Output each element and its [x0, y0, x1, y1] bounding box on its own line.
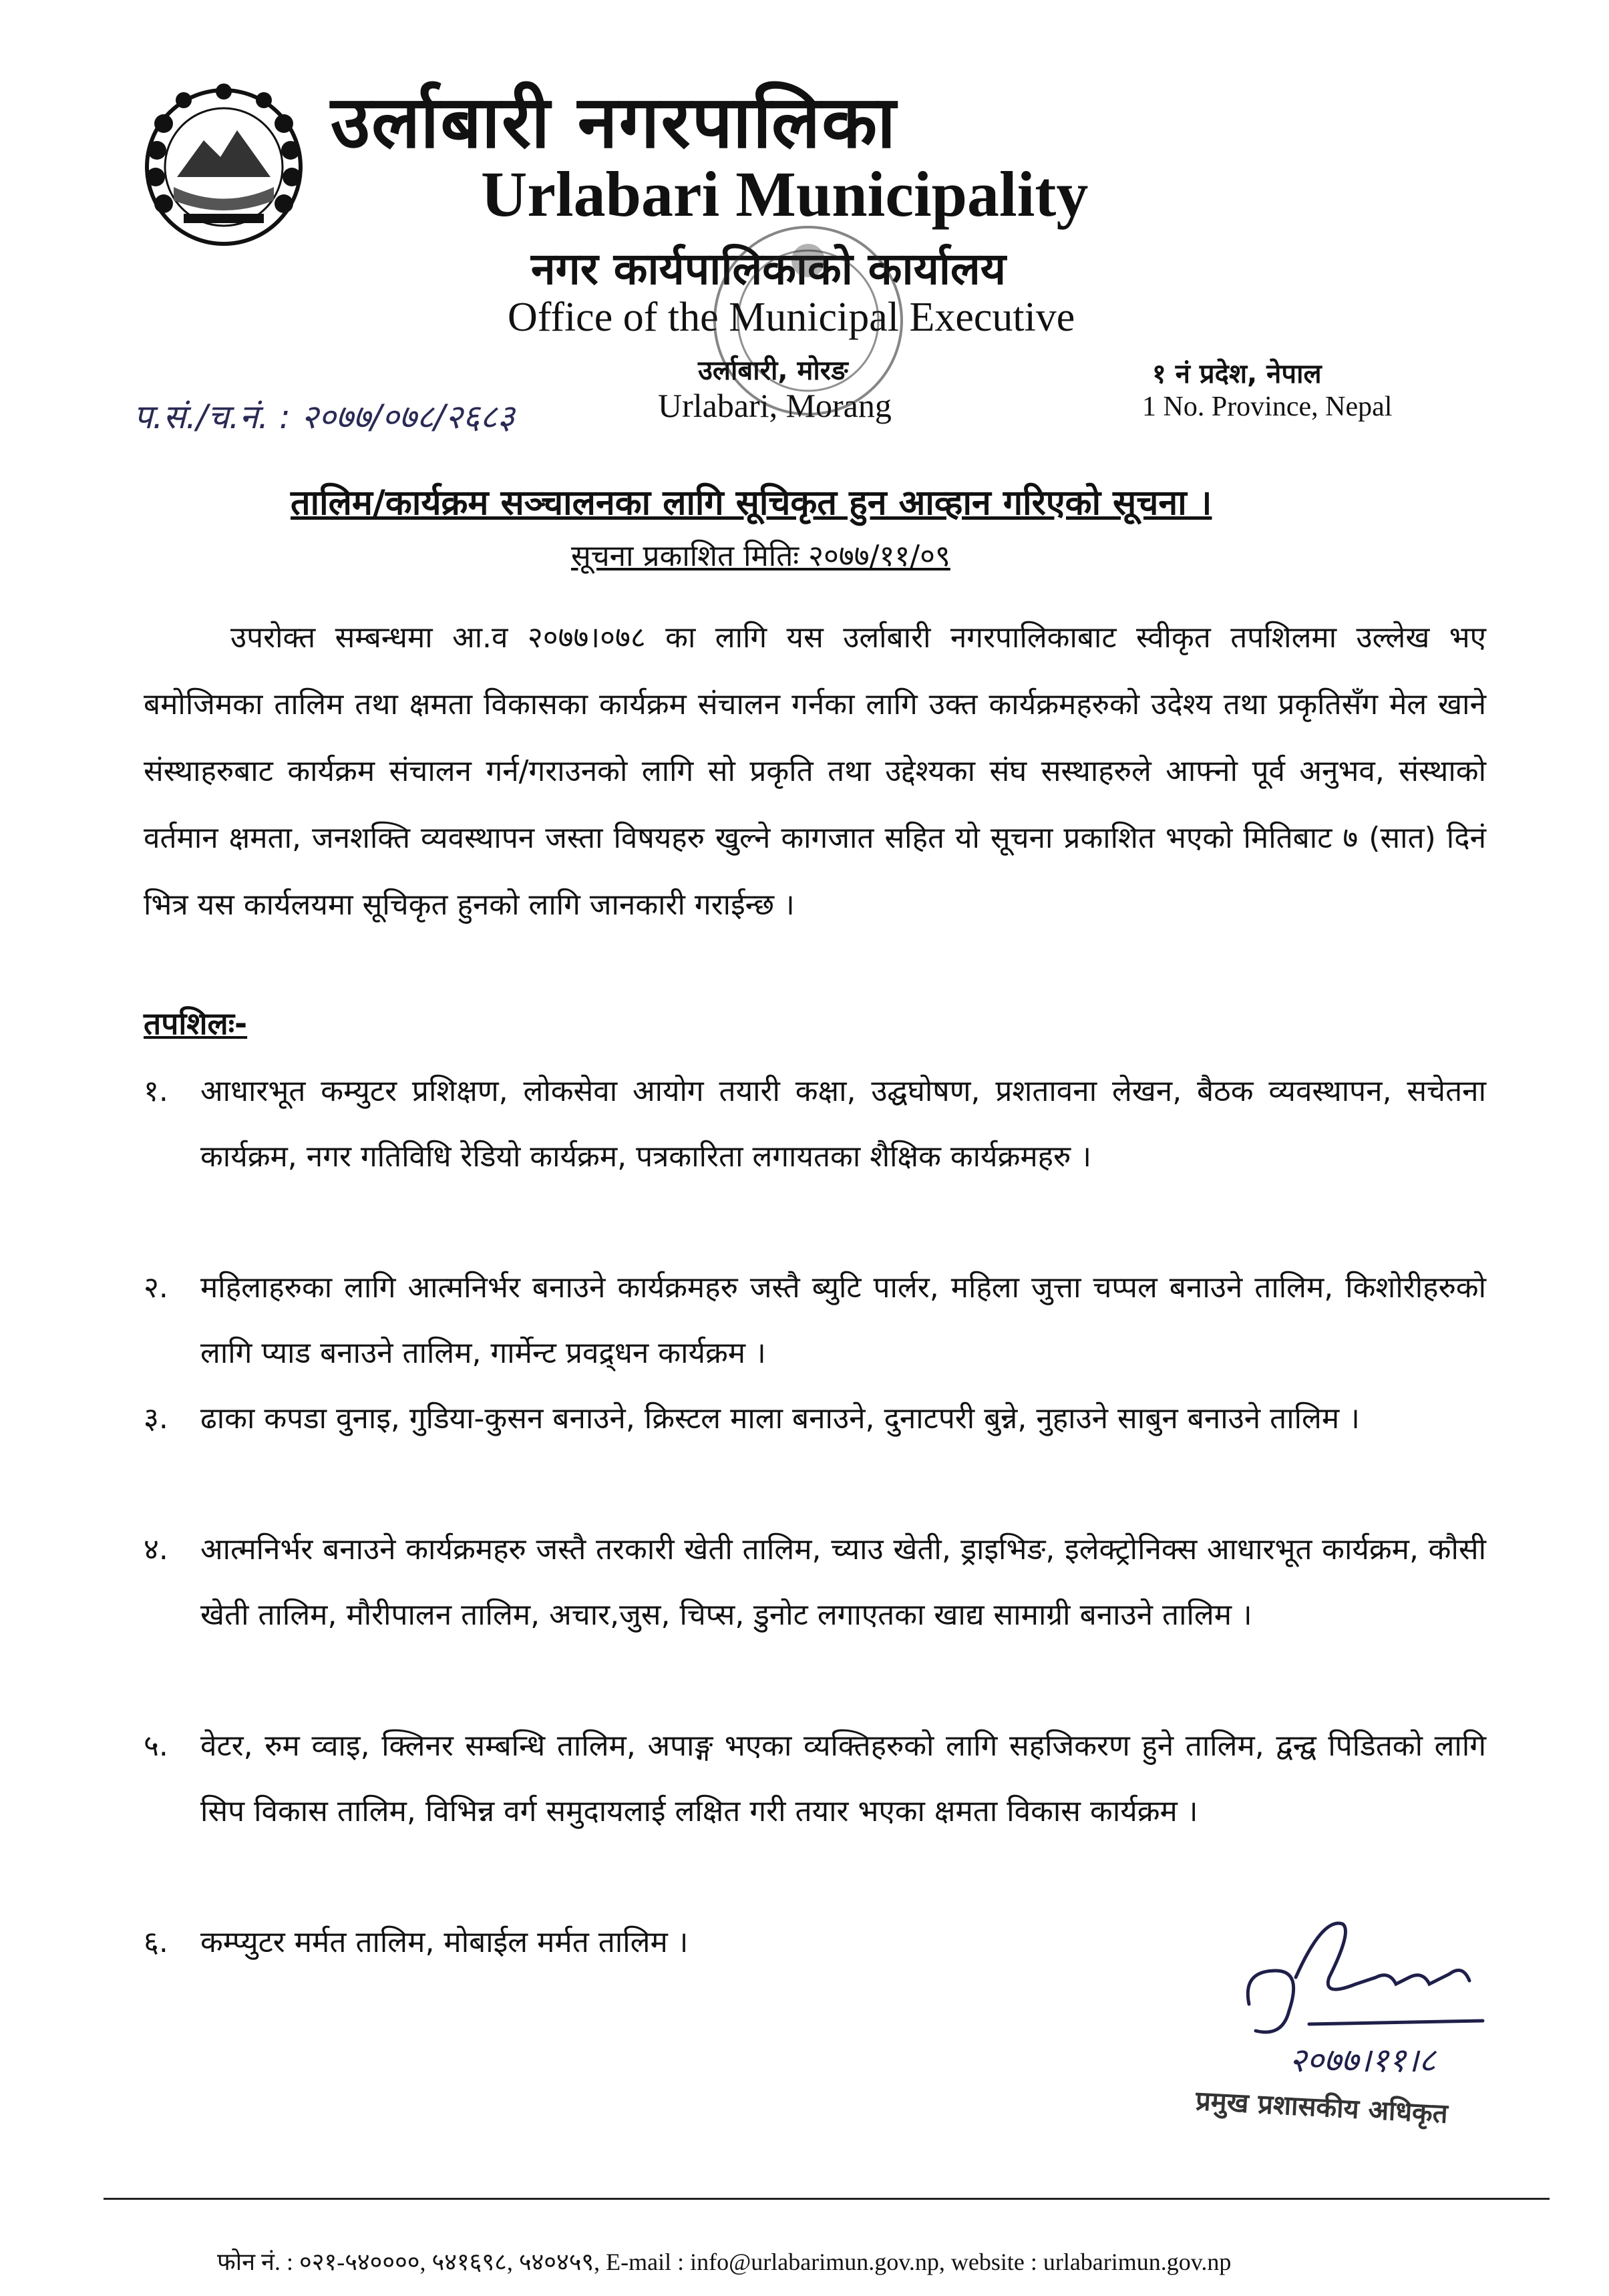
municipality-emblem-icon	[137, 77, 311, 251]
office-name-english: Office of the Municipal Executive	[508, 295, 1075, 340]
item-text: आधारभूत कम्युटर प्रशिक्षण, लोकसेवा आयोग तयारी कक्षा, उद्घघोषण, प्रशतावना लेखन, बैठक व्यवस्थापन, सचेतना कार्यक्रम, नगर गतिविधि रेडियो कार्यक्रम, पत्रकारिता लगायतका शैक्षिक कार्यक्रमहरु ।	[200, 1074, 1486, 1174]
notice-body: उपरोक्त सम्बन्धमा आ.व २०७७।०७८ का लागि यस उर्लाबारी नगरपालिकाबाट स्वीकृत तपशिलमा उल्लेख भए बमोजिमका तालिम तथा क्षमता विकासका कार्यक्रम संचालन गर्नका लागि उक्त कार्यक्रमहरुको उदेश्य तथा प्रकृतिसँग मेल खाने संस्थाहरुबाट कार्यक्रम संचालन गर्न/गराउनको लागि सो प्रकृति तथा उद्देश्यका संघ सस्थाहरुले आफ्नो पूर्व अनुभव, संस्थाको वर्तमान क्षमता, जनशक्ति व्यवस्थापन जस्ता विषयहरु खुल्ने कागजात सहित यो सूचना प्रकाशित भएको मितिबाट ७ (सात) दिनं भित्र यस कार्यलयमा सूचिकृत हुनको लागि जानकारी गराईन्छ ।	[144, 621, 1486, 922]
item-text: ढाका कपडा वुनाइ, गुडिया-कुसन बनाउने, क्रिस्टल माला बनाउने, दुनाटपरी बुन्ने, नुहाउने साबुन बनाउने तालिम ।	[200, 1402, 1360, 1436]
office-name-nepali: नगर कार्यपालिकाको कार्यालय	[531, 243, 1006, 295]
office-stamp-icon	[668, 220, 948, 461]
list-item	[144, 1713, 1486, 1910]
reference-number: प.सं./च.नं. : २०७७/०७८/२६८३	[134, 397, 515, 436]
item-number: ६.	[144, 1925, 168, 1959]
list-item	[144, 1255, 1486, 1386]
item-text: आत्मनिर्भर बनाउने कार्यक्रमहरु जस्तै तरकारी खेती तालिम, च्याउ खेती, ड्राइभिङ, इलेक्ट्रोनिक्स आधारभूत कार्यक्रम, कौसी खेती तालिम, मौरीपालन तालिम, अचार,जुस, चिप्स, डुनोट लगाएतका खाद्य सामाग्री बनाउने तालिम ।	[200, 1532, 1486, 1632]
item-number: ३.	[144, 1402, 168, 1436]
location-nepali: उर्लाबारी, मोरङ	[698, 355, 848, 386]
item-number: ५.	[144, 1729, 168, 1763]
details-heading: तपशिलः-	[144, 1005, 248, 1041]
list-item	[144, 1517, 1486, 1713]
item-number: १.	[144, 1074, 168, 1108]
notice-published-date: सूचना प्रकाशित मितिः २०७७/११/०९	[571, 539, 950, 573]
municipality-name-english: Urlabari Municipality	[481, 158, 1089, 230]
signatory-title: प्रमुख प्रशासकीय अधिकृत	[1194, 2086, 1449, 2130]
item-text: कम्प्युटर मर्मत तालिम, मोबाईल मर्मत तालिम ।	[200, 1925, 689, 1959]
location-english: Urlabari, Morang	[658, 387, 892, 424]
notice-title: तालिम/कार्यक्रम सञ्चालनका लागि सूचिकृत हुन आव्हान गरिएको सूचना ।	[291, 483, 1212, 523]
footer-contact: फोन नं. : ०२१-५४००००, ५४१६९८, ५४०४५९, E-mail : info@urlabarimun.gov.np, website : urlabarimun.gov.np	[217, 2249, 1232, 2275]
signature-date: २०७७।११।८	[1289, 2041, 1436, 2080]
item-text: वेटर, रुम व्वाइ, क्लिनर सम्बन्धि तालिम, अपाङ्ग भएका व्यक्तिहरुको लागि सहजिकरण हुने तालिम, द्वन्द्व पिडितको लागि सिप विकास तालिम, विभिन्न वर्ग समुदायलाई लक्षित गरी तयार भएका क्षमता विकास कार्यक्रम ।	[200, 1729, 1486, 1828]
province-english: 1 No. Province, Nepal	[1142, 391, 1393, 422]
footer-divider	[104, 2198, 1550, 2200]
details-list	[144, 1059, 1486, 1975]
item-number: ४.	[144, 1532, 168, 1567]
list-item	[144, 1059, 1486, 1255]
municipality-name-nepali: उर्लाबारी नगरपालिका	[331, 81, 898, 164]
province-nepali: १ नं प्रदेश, नेपाल	[1152, 359, 1322, 389]
list-item	[144, 1386, 1486, 1517]
item-number: २.	[144, 1271, 168, 1305]
item-text: महिलाहरुका लागि आत्मनिर्भर बनाउने कार्यक्रमहरु जस्तै ब्युटि पार्लर, महिला जुत्ता चप्पल बनाउने तालिम, किशोरीहरुको लागि प्याड बनाउने तालिम, गार्मेन्ट प्रवद्र्धन कार्यक्रम ।	[200, 1271, 1486, 1370]
